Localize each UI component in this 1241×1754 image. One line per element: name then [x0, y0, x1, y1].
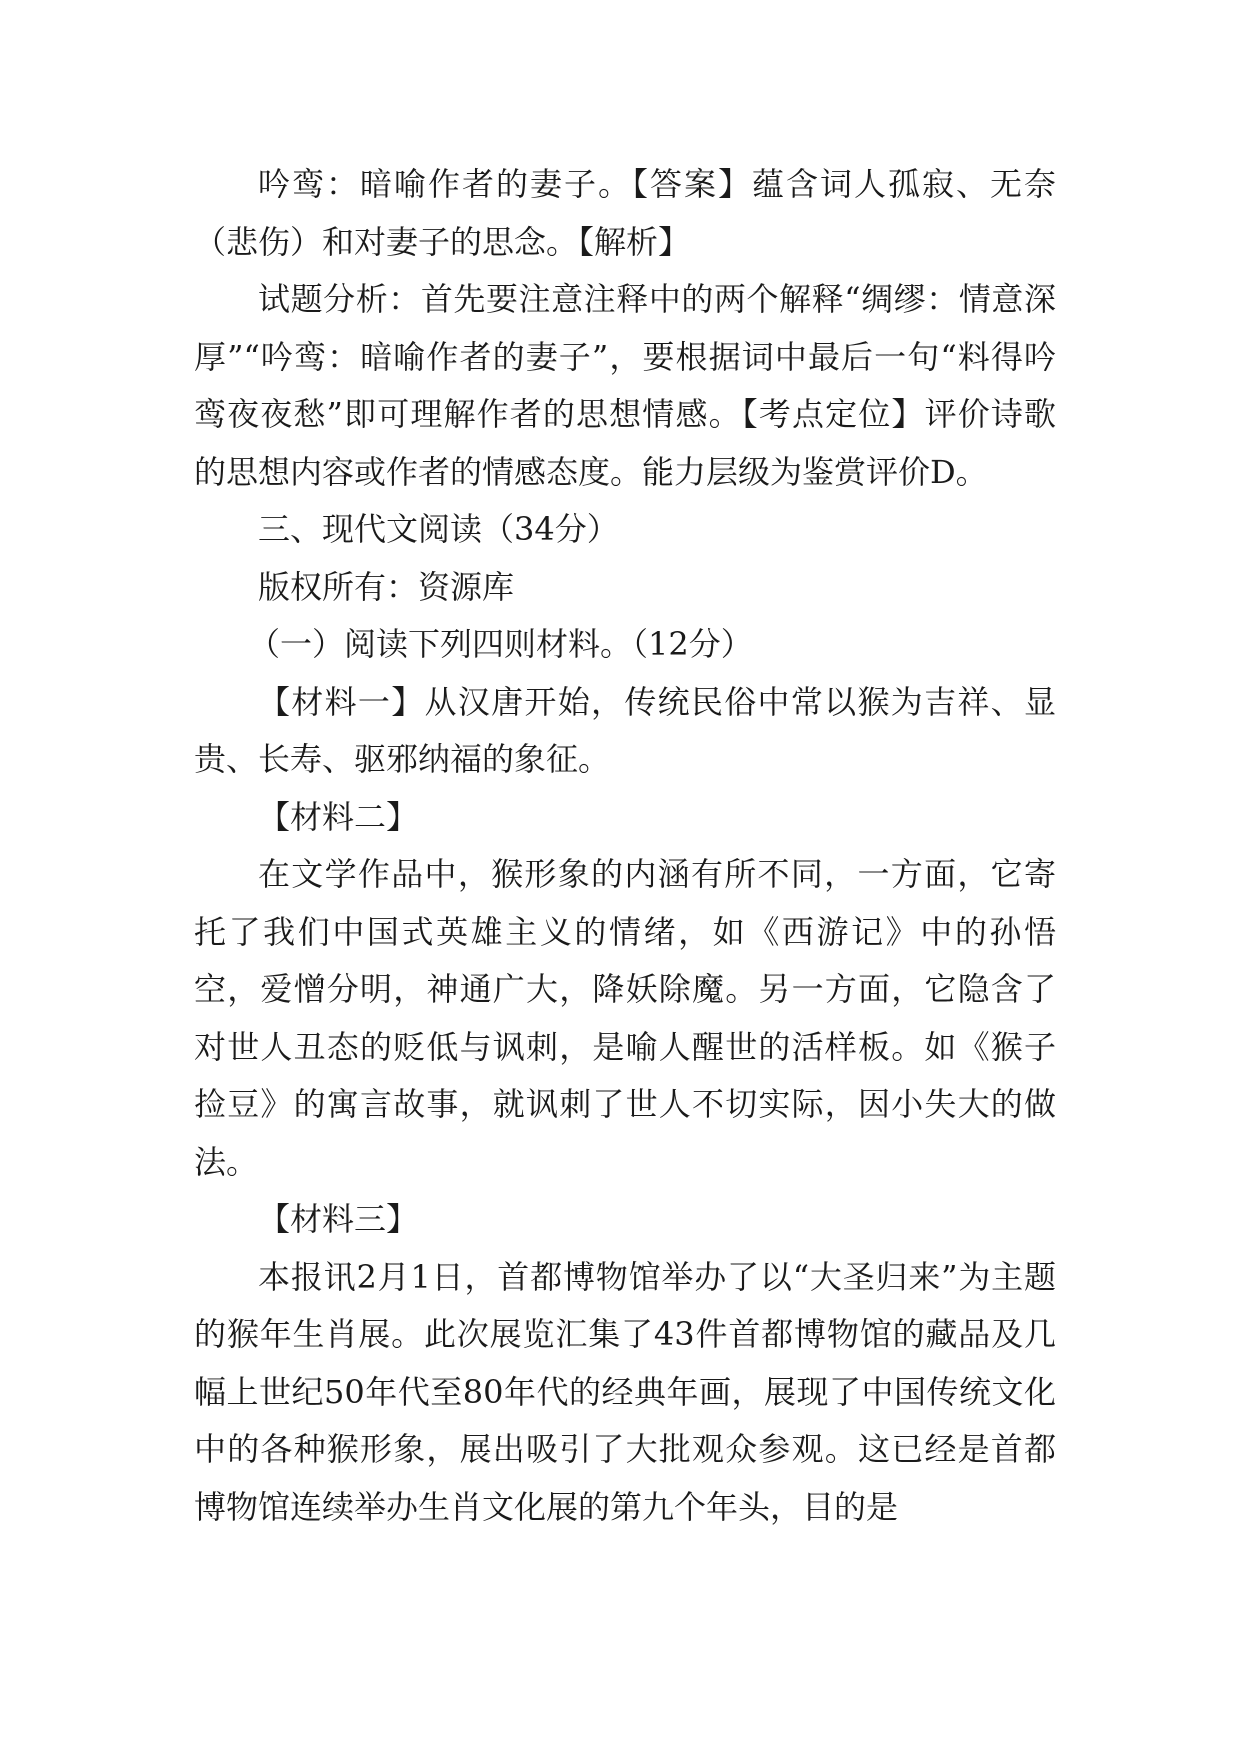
paragraph-analysis: 试题分析：首先要注意注释中的两个解释“绸缪：情意深厚”“吟鸾：暗喻作者的妻子”，要根据词中最后一句“料得吟鸾夜夜愁”即可理解作者的思想情感。【考点定位】评价诗歌的思想内容或作者的情感态度。能力层级为鉴赏评价D。 — [194, 280, 1056, 491]
copyright-line: 版权所有：资源库 — [258, 567, 515, 606]
subsection-heading-materials: （一）阅读下列四则材料。（12分） — [248, 625, 753, 663]
section-heading-modern-reading: 三、现代文阅读（34分） — [258, 510, 619, 548]
document-body — [194, 156, 1056, 1536]
paragraph-material-two: 在文学作品中，猴形象的内涵有所不同，一方面，它寄托了我们中国式英雄主义的情绪，如《西游记》中的孙悟空，爱憎分明，神通广大，降妖除魔。另一方面，它隐含了对世人丑态的贬低与讽刺，是喻人醒世的活样板。如《猴子捡豆》的寓言故事，就讽刺了世人不切实际，因小失大的做法。 — [194, 855, 1056, 1181]
paragraph-material-three: 本报讯2月1日，首都博物馆举办了以“大圣归来”为主题的猴年生肖展。此次展览汇集了43件首都博物馆的藏品及几幅上世纪50年代至80年代的经典年画，展现了中国传统文化中的各种猴形象，展出吸引了大批观众参观。这已经是首都博物馆连续举办生肖文化展的第九个年头，目的是 — [194, 1257, 1056, 1526]
paragraph-material-one: 【材料一】从汉唐开始，传统民俗中常以猴为吉祥、显贵、长寿、驱邪纳福的象征。 — [194, 682, 1056, 778]
heading-material-three: 【材料三】 — [258, 1200, 419, 1238]
paragraph-note-answer: 吟鸾：暗喻作者的妻子。【答案】蕴含词人孤寂、无奈（悲伤）和对妻子的思念。【解析】 — [194, 165, 1056, 261]
heading-material-two: 【材料二】 — [258, 797, 419, 836]
